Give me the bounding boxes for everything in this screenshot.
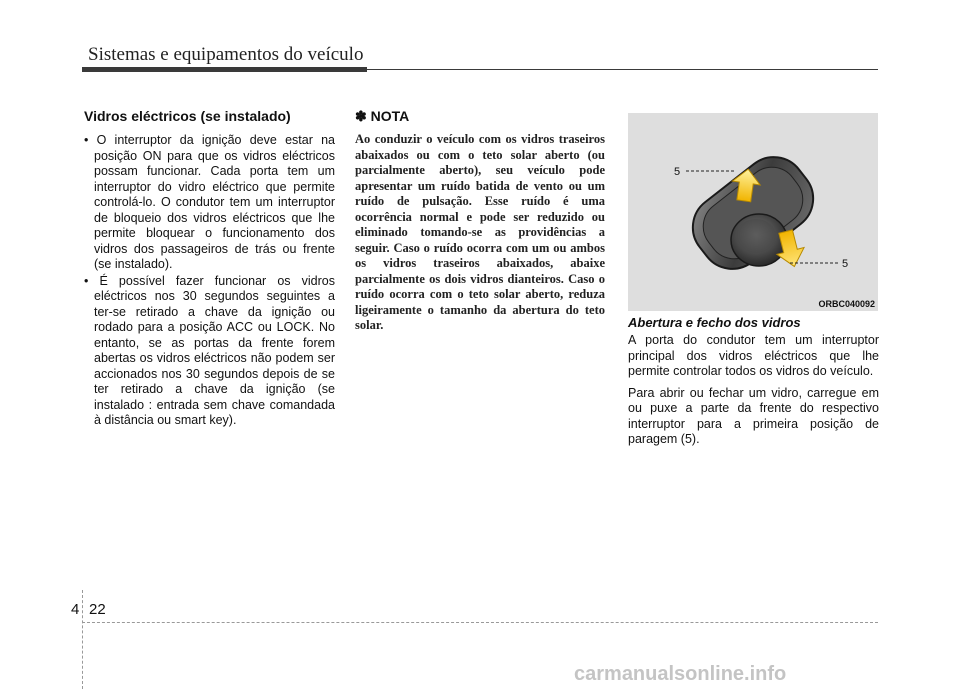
note-text: Ao conduzir o veículo com os vidros traseiros abaixados ou com o teto solar aberto (ou parcialmente aberto), seu veículo pode apresentar um ruído batida de vento ou um ruído de pulsação. Esse ruído é uma ocorrência normal e pode ser reduzido ou eliminado tomando-se as providências a seguir. Caso o ruído ocorra com um ou ambos os vidros traseiros abaixados, abaixe parcialmente os dois vidros dianteiros. Caso o ruído ocorra com o teto solar aberto, reduza ligeiramente o tamanho da abertura do teto solar. — [355, 132, 605, 332]
callout-label-up: 5 — [674, 166, 681, 178]
section-heading: Vidros eléctricos (se instalado) — [84, 108, 291, 124]
figure-code: ORBC040092 — [818, 299, 875, 309]
paragraph: A porta do condutor tem um interruptor principal dos vidros eléctricos que lhe permite controlar todos os vidros do veículo. — [628, 333, 879, 378]
paragraph: Para abrir ou fechar um vidro, carregue em ou puxe a parte da frente do respectivo interruptor para a primeira posição de paragem (5). — [628, 385, 879, 446]
header-title: Sistemas e equipamentos do veículo — [88, 44, 364, 65]
page-number: 22 — [89, 601, 106, 618]
subsection-heading: Abertura e fecho dos vidros — [628, 315, 801, 330]
right-column — [628, 315, 879, 454]
header-rule-thin — [367, 69, 878, 70]
footer-rule — [82, 622, 878, 623]
watermark: carmanualsonline.info — [574, 663, 787, 685]
footer-vertical-rule — [82, 590, 83, 689]
note-title: ✽ NOTA — [355, 108, 410, 124]
bullet-item: • O interruptor da ignição deve estar na posição ON para que os vidros eléctricos possam funcionar. Cada porta tem um interruptor do vidro eléctrico que permite controlá-lo. O condutor tem um interruptor de bloqueio dos vidros eléctricos que lhe permite bloquear o funcionamento dos vidros dos passageiros de trás ou frente (se instalado). — [84, 133, 335, 271]
note-column — [355, 108, 605, 334]
bullet-item: • É possível fazer funcionar os vidros eléctricos nos 30 segundos seguintes a ter-se retirado a chave da ignição ou rodado para a posição ACC ou LOCK. No entanto, se as portas da frente forem abertas os vidros eléctricos não podem ser accionados nos 30 segundos depois de se ter retirado a chave da ignição (se instalado : entrada sem chave comandada à distância ou smart key). — [84, 273, 335, 427]
left-column — [84, 108, 335, 430]
header-rule-thick — [82, 67, 367, 72]
window-switch-illustration — [628, 113, 878, 311]
window-switch-figure — [628, 113, 878, 311]
callout-label-down: 5 — [842, 258, 849, 270]
page-chapter: 4 — [71, 601, 80, 618]
